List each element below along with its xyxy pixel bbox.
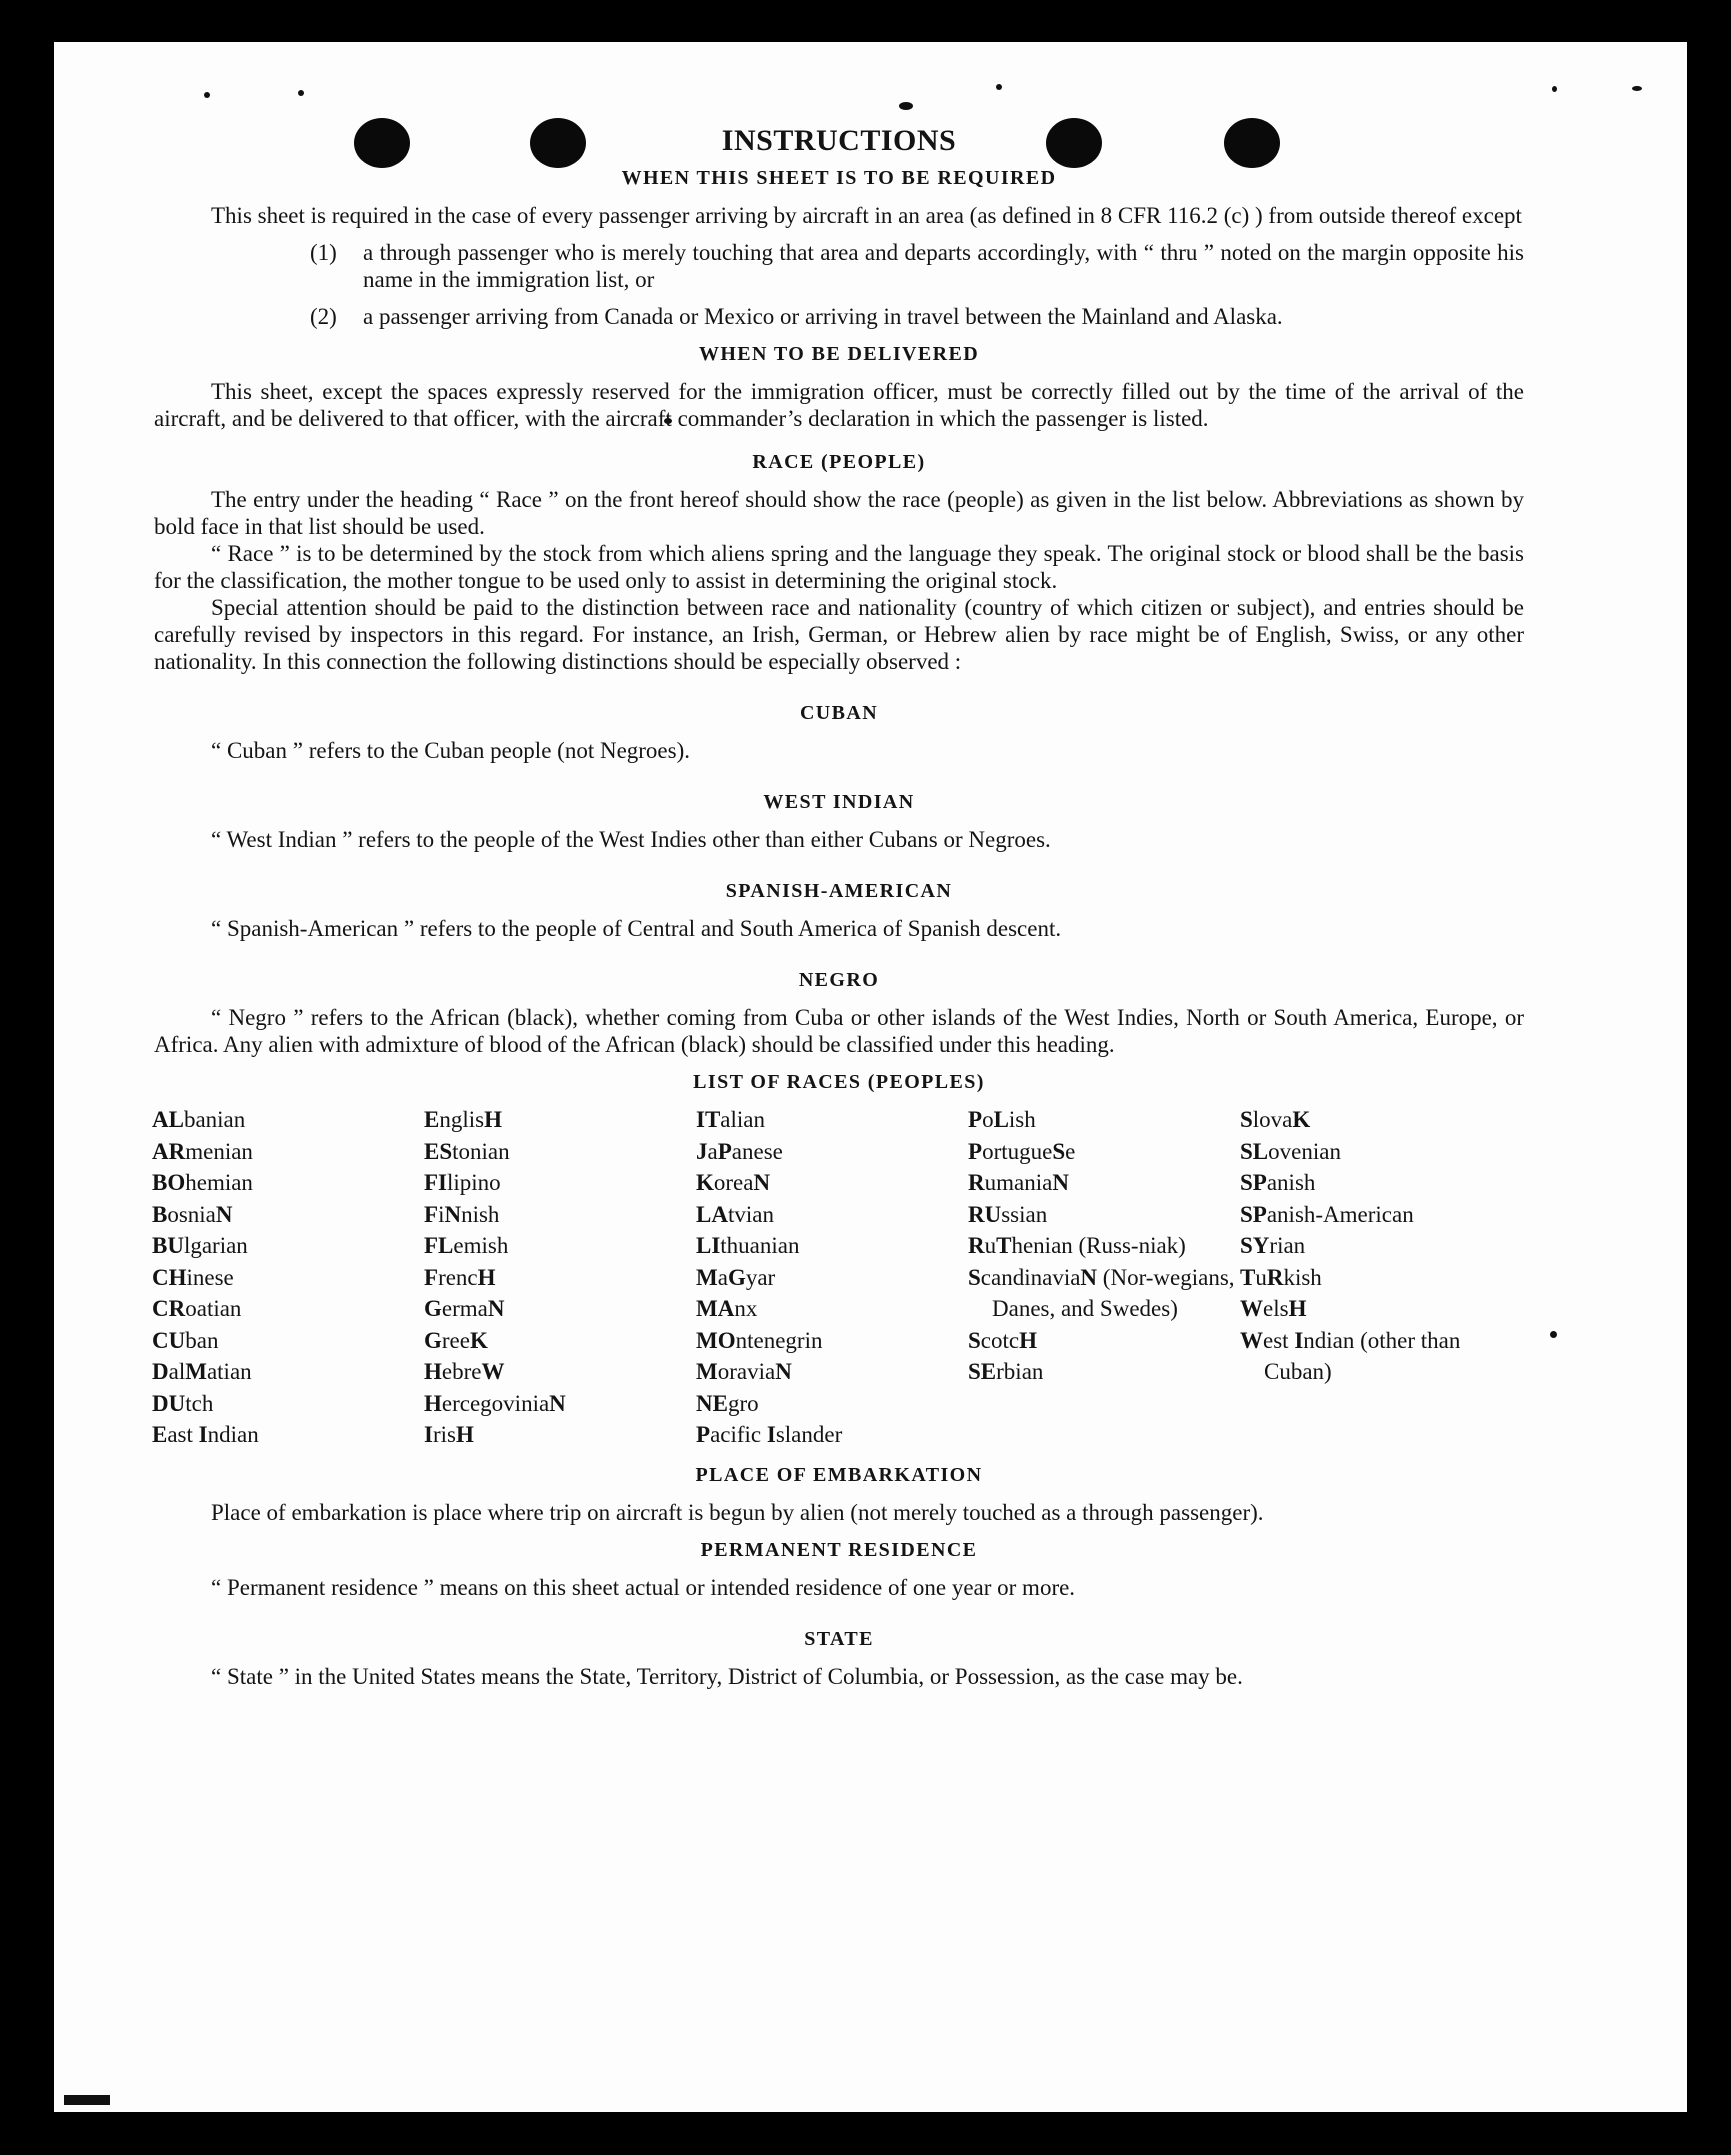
heading-negro: NEGRO [798, 969, 880, 991]
race-paragraph: “ Race ” is to be determined by the stock from which aliens spring and the language they speak. The original stock or blood shall be the basis for the classification, the mother tongue to be used only to assist in determining the original stock. [154, 541, 1524, 593]
race-entry: RUssian [968, 1201, 1048, 1227]
race-entry: JaPanese [696, 1138, 783, 1164]
race-entry: RuThenian (Russ-niak) [968, 1233, 1186, 1258]
race-entry: DalMatian [152, 1359, 252, 1384]
race-entry: FLemish [424, 1233, 509, 1258]
race-entry: TuRkish [1240, 1264, 1322, 1290]
exception-number: (2) [310, 304, 337, 329]
race-entry: MAnx [696, 1296, 758, 1321]
embarkation-text: Place of embarkation is place where trip on aircraft is begun by alien (not merely touched as a through passenger). [211, 1499, 1264, 1525]
heading-permanent-residence: PERMANENT RESIDENCE [700, 1538, 978, 1561]
state-text: “ State ” in the United States means the State, Territory, District of Columbia, or Possession, as the case may be. [211, 1663, 1243, 1689]
cuban-text: “ Cuban ” refers to the Cuban people (not Negroes). [211, 738, 691, 763]
race-entry: West Indian (other than Cuban) [1240, 1327, 1461, 1384]
race-entry: EnglisH [424, 1107, 502, 1132]
exception-item [310, 239, 1524, 293]
race-entry: GreeK [424, 1327, 488, 1353]
race-entry: PortugueSe [968, 1138, 1076, 1164]
page-title: INSTRUCTIONS [721, 124, 957, 157]
races-column [424, 1104, 696, 1451]
race-paragraph: The entry under the heading “ Race ” on the front hereof should show the race (people) as given in the list below. Abbreviations as shown by bold face in that list should be used. [154, 487, 1524, 539]
negro-text: “ Negro ” refers to the African (black), whether coming from Cuba or other islands of the West Indies, North or South America, Europe, or Africa. Any alien with admixture of blood of the African (black) should be classified under this heading. [154, 1005, 1524, 1057]
race-entry: CRoatian [152, 1296, 242, 1321]
race-paragraph: Special attention should be paid to the distinction between race and nationality (country of which citizen or subject), and entries should be carefully revised by inspectors in this regard. For instance, an Irish, German, or Hebrew alien by race might be of English, Swiss, or any other nationality. In this connection the following distinctions should be especially observed : [154, 595, 1524, 674]
races-column [968, 1104, 1240, 1451]
scan-speck [204, 92, 210, 98]
scan-speck [899, 102, 913, 110]
race-entry: KoreaN [696, 1170, 771, 1195]
heading-spanish-american: SPANISH-AMERICAN [725, 880, 953, 902]
heading-state: STATE [804, 1627, 874, 1650]
heading-cuban: CUBAN [799, 702, 879, 724]
exception-text: a through passenger who is merely touching that area and departs accordingly, with “ thru ” noted on the margin opposite his name in the immigration list, or [363, 240, 1524, 292]
race-entry: BosniaN [152, 1201, 233, 1227]
race-entry: EStonian [424, 1138, 510, 1164]
race-entry: CUban [152, 1327, 219, 1353]
race-entry: NEgro [696, 1390, 759, 1416]
scan-speck [1632, 86, 1642, 91]
spanish-american-text: “ Spanish-American ” refers to the people of Central and South America of Spanish descent. [211, 916, 1062, 941]
races-column [696, 1104, 968, 1451]
heading-embarkation: PLACE OF EMBARKATION [695, 1463, 983, 1486]
race-entry: HercegoviniaN [424, 1390, 566, 1416]
race-entry: MaGyar [696, 1264, 776, 1290]
scan-speck [64, 2095, 110, 2105]
heading-west-indian: WEST INDIAN [763, 791, 915, 813]
race-entry: SPanish [1240, 1170, 1316, 1195]
race-entry: PoLish [968, 1107, 1036, 1132]
race-entry: ScandinaviaN (Nor-wegians, Danes, and Swedes) [968, 1264, 1235, 1321]
race-entry: BUlgarian [152, 1233, 248, 1258]
instructions-content [154, 124, 1524, 1690]
race-entry: LIthuanian [696, 1233, 800, 1258]
scan-speck [298, 90, 304, 96]
races-column [1240, 1104, 1512, 1451]
race-entry: ScotcH [968, 1327, 1037, 1353]
exception-number: (1) [310, 240, 337, 265]
exception-item [310, 303, 1524, 330]
race-entry: DUtch [152, 1390, 214, 1416]
race-entry: ITalian [696, 1107, 765, 1132]
race-entry: SErbian [968, 1359, 1044, 1384]
race-entry: CHinese [152, 1264, 234, 1290]
race-entry: FIlipino [424, 1170, 501, 1195]
race-entry: MoraviaN [696, 1359, 792, 1384]
races-column [152, 1104, 424, 1451]
race-entry: SlovaK [1240, 1107, 1311, 1132]
race-entry: FiNnish [424, 1201, 500, 1227]
race-entry: MOntenegrin [696, 1327, 823, 1353]
race-entry: HebreW [424, 1359, 505, 1384]
west-indian-text: “ West Indian ” refers to the people of the West Indies other than either Cubans or Negroes. [211, 827, 1051, 852]
race-entry: GermaN [424, 1296, 505, 1321]
race-entry: Pacific Islander [696, 1422, 843, 1447]
race-entry: SLovenian [1240, 1138, 1341, 1164]
heading-when-delivered: WHEN TO BE DELIVERED [698, 343, 980, 365]
race-entry: SPanish-American [1240, 1201, 1414, 1227]
race-entry: SYrian [1240, 1233, 1306, 1258]
heading-race: RACE (PEOPLE) [752, 451, 926, 473]
when-delivered-text: This sheet, except the spaces expressly reserved for the immigration officer, must be correctly filled out by the time of the arrival of the aircraft, and be delivered to that officer, with the aircraft commander’s declaration in which the passenger is listed. [154, 379, 1524, 431]
races-list [152, 1104, 1524, 1451]
race-entry: WelsH [1240, 1296, 1307, 1321]
race-entry: FrencH [424, 1264, 496, 1290]
permanent-residence-text: “ Permanent residence ” means on this sheet actual or intended residence of one year or more. [211, 1574, 1076, 1600]
race-entry: East Indian [152, 1422, 259, 1447]
exception-text: a passenger arriving from Canada or Mexico or arriving in travel between the Mainland and Alaska. [363, 304, 1283, 329]
heading-when-required: WHEN THIS SHEET IS TO BE REQUIRED [621, 167, 1057, 189]
race-entry: LAtvian [696, 1201, 774, 1227]
scan-speck [996, 84, 1002, 90]
race-entry: ARmenian [152, 1138, 253, 1164]
race-entry: IrisH [424, 1422, 474, 1447]
race-entry: ALbanian [152, 1107, 246, 1132]
scan-speck [1552, 86, 1557, 92]
scan-speck [1550, 1331, 1557, 1338]
when-required-intro: This sheet is required in the case of every passenger arriving by aircraft in an area (as defined in 8 CFR 116.2 (c) ) from outside thereof except [211, 203, 1522, 228]
race-entry: BOhemian [152, 1170, 253, 1195]
heading-list-of-races: LIST OF RACES (PEOPLES) [693, 1071, 985, 1093]
race-entry: RumaniaN [968, 1170, 1069, 1195]
